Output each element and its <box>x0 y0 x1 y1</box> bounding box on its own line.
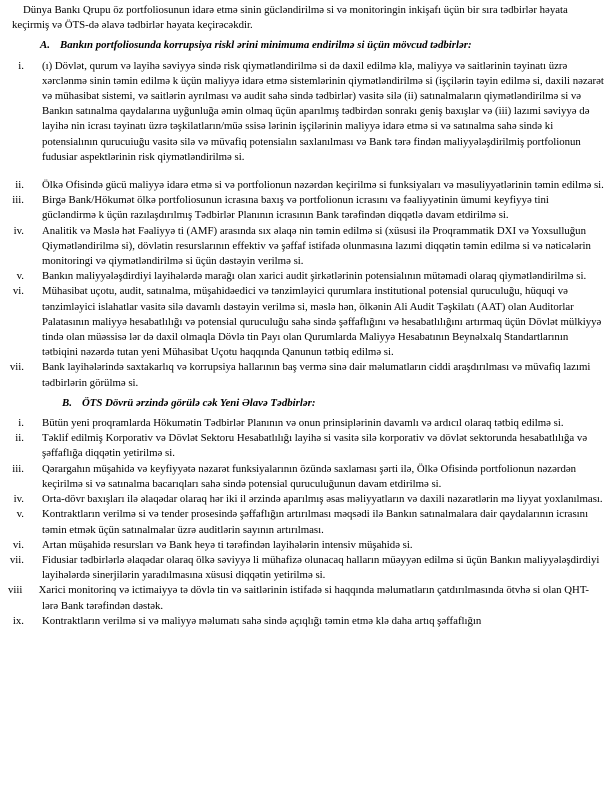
item-text: Mühasibat uçotu, audit, satınalma, müşahidəedici və tənzimləyici qurumlara institutional potensial quruculuğu, hüquqi və tənzimləyici islahatlar vasitə silə davamlı dəstəyin verilmə si, məslə hən, ölkənin Ali Audit Təşkilatı (AAT) olan Auditorlar Palatasının maliyyə hesabatlılığı və potensial quruculuğu sahə sində şəffaflığını və hesabatlılığını artırmaq üçün Dövlət mülkiyyə tində olan müəssisə lər də daxil olmaqla Dövlə tin Payı olan Qurumlarda Maliyyə Hesabatının Beynəlxalq Standartlarının tətbiqini nəzərdə tutan yeni Mühasibat Uçotu haqqında Qanunun tətbiq edilmə si. <box>42 285 602 359</box>
list-item <box>0 462 615 492</box>
document-page <box>0 3 615 629</box>
item-number: ii. <box>15 432 24 445</box>
list-item <box>0 507 615 537</box>
section-a-list <box>0 59 615 391</box>
item-text: Ölkə Ofisində gücü maliyyə idarə etmə si və portfolionun nəzərdən keçirilmə si funksiyaları və məsuliyyətlərinin təmin edilmə si. <box>42 179 604 192</box>
list-item <box>0 416 615 431</box>
item-text: Bankın maliyyələşdirdiyi layihələrdə marağı olan xarici audit şirkətlərinin potensialının mütəmadi olaraq qiymətləndirilmə si. <box>42 270 587 283</box>
section-b-heading <box>62 396 615 411</box>
list-item <box>0 360 615 390</box>
item-text: Kontraktların verilmə si və maliyyə məlumatı sahə sində açıqlığı təmin etmə klə daha artıq şəffaflığın <box>42 614 482 627</box>
item-text: Orta-dövr baxışları ilə əlaqədar olaraq hər iki il ərzində aparılmış əsas məliyyatların və daxili nəzarətlərin mə liyyat yoxlanılması. <box>42 493 603 506</box>
item-number: viii <box>8 584 23 597</box>
item-text: Analitik və Məslə hət Fəaliyyə ti (AMF) arasında sıx əlaqə nin təmin edilmə si (xüsusi ilə Proqrammatik DXI və Yoxsulluğun Qiymətləndirilmə si), dövlətin resurslarının effektiv və şəffaf istifadə olunmasına lazımi diqqətin təmin edilmə si və nəticələrin monitoringi və qiymətləndirilmə si üçün dəstəyin verilmə si. <box>42 224 591 268</box>
item-number: vi. <box>12 538 24 551</box>
item-text: Kontraktların verilmə si və tender prosesində şəffaflığın artırılması məqsədi ilə Bankın satınalmalara dair qaydalarının icrasını təmin etmək üçün satınalmalar üzrə auditlərin sayının artırılması. <box>42 508 589 536</box>
section-a-letter: A. <box>40 39 50 52</box>
section-b-letter: B. <box>62 396 72 409</box>
list-item <box>0 614 615 629</box>
item-text: Birgə Bank/Hökumət ölkə portfoliosunun icrasına baxış və portfolionun icrasını və fəaliyyətinin ümumi keyfiyyə tini gücləndirmə k üçün razılaşdırılmış Tədbirlər Planının icrasının Bank tərəfindən diqqətlə davam etdirilmə si. <box>42 194 549 222</box>
item-text: Artan müşahidə resursları və Bank heyə ti tərəfindən layihələrin intensiv müşahidə si. <box>42 538 413 551</box>
item-text: Xarici monitorinq və ictimaiyyə tə dövlə tin və saitlərinin istifadə si haqqında məlumatların çatdırılmasında ötvhə si olan QHT-lərə Bank tərəfindən dəstək. <box>38 584 590 612</box>
item-number: vii. <box>9 553 24 566</box>
item-number: vi. <box>12 285 24 298</box>
section-b-list <box>0 416 615 629</box>
item-text: Təklif edilmiş Korporativ və Dövlət Sektoru Hesabatlılığı layihə si vasitə silə korporativ və dövlət sektorunda hesabatlılığa və şəffaflığa diqqətin yetirilmə si. <box>42 432 588 460</box>
item-number: ii. <box>15 179 24 192</box>
list-item <box>0 193 615 223</box>
item-number: i. <box>18 417 24 430</box>
item-number: iv. <box>13 224 24 237</box>
intro-paragraph: Dünya Bankı Qrupu öz portfoliosunun idarə etmə sinin gücləndirilmə si və monitoringin inkişafı üçün bir sıra tədbirlər həyata keçirmiş və ÖTS-də əlavə tədbirlər həyata keçirəcəkdir. <box>12 4 568 32</box>
item-number: v. <box>16 508 24 521</box>
item-number: iii. <box>12 462 24 475</box>
list-item <box>0 59 615 165</box>
item-number: v. <box>16 270 24 283</box>
item-number: iii. <box>12 194 24 207</box>
item-text: Qərargahın müşahidə və keyfiyyətə nəzarət funksiyalarının özündə saxlaması şərti ilə, Ölkə Ofisində portfolionun nəzərdən keçirilmə si və satınalma bacarıqları sahə sində potensial quruculuğunun davam etdirilmə si. <box>42 462 577 490</box>
list-item <box>0 269 615 284</box>
item-text: Bank layihələrində saxtakarlıq və korrupsiya hallarının baş vermə sinə dair məlumatların ciddi araşdırılması və müvafiq lazımi tədbirlərin görülmə si. <box>42 361 591 389</box>
item-text: Fidusiar tədbirlərlə əlaqədar olaraq ölkə səviyyə li mühafizə olunacaq halların müəyyən edilmə si üçün Bankın maliyyələşdirdiyi layihələrdə sinerjilərin yaradılmasına xüsusi diqqətin yetirilmə si. <box>42 553 600 582</box>
list-item <box>0 284 615 360</box>
list-item <box>0 431 615 461</box>
list-item <box>0 583 615 613</box>
list-item <box>0 553 615 583</box>
section-b-title: ÖTS Dövrü ərzində görülə cək Yeni Əlavə Tədbirlər: <box>82 396 316 409</box>
list-item <box>0 492 615 507</box>
item-number: ix. <box>12 614 24 627</box>
section-a-title: Bankın portfoliosunda korrupsiya riskl ərini minimuma endirilmə si üçün mövcud tədbirlər: <box>60 39 472 52</box>
item-number: vii. <box>9 361 24 374</box>
item-text: (ı) Dövlət, qurum və layihə səviyyə sində risk qiymətləndirilmə si də daxil edilmə klə, maliyyə və saitlərinin təyinatı üzrə xərclənmə sinin təmin edilmə k üçün maliyyə idarə etmə sistemlərinin qiymətləndirilmə si (işçilərin təyin edilmə si, daxili nəzarət və mühasibat sistemi, və saitlərin ayrılması və audit sahə sində tədbirlər) vasitə silə (ii) satınalmaların qiymətləndirilmə si və Bankın satınalma qaydalarına uyğunluğa əmin olmaq üçün aparılmış tədbirdən sonrakı geniş baxışlar və (iii) lazımi səviyyə də layihə nin icrası təyinatı üzrə təşkilatların/müə ssisə lərinin işçilərinin maliyyə idarə etmə si və satınalma sahə sində ki potensialının qurucuiuğu vasitə silə və müvafiq potensialın saxlanılması və Bank tərə findən maliyyələşdirilmiş portfolionun fudusiar aspektlərinin risk qiymətləndirilmə si. <box>42 59 604 163</box>
item-text: Bütün yeni proqramlarda Hökumətin Tədbirlər Planının və onun prinsiplərinin davamlı və ardıcıl olaraq tətbiq edilmə si. <box>42 417 564 430</box>
list-item <box>0 178 615 193</box>
list-item <box>0 538 615 553</box>
list-item <box>0 224 615 270</box>
item-number: i. <box>18 59 24 72</box>
section-a-heading <box>40 38 615 53</box>
item-number: iv. <box>13 493 24 506</box>
